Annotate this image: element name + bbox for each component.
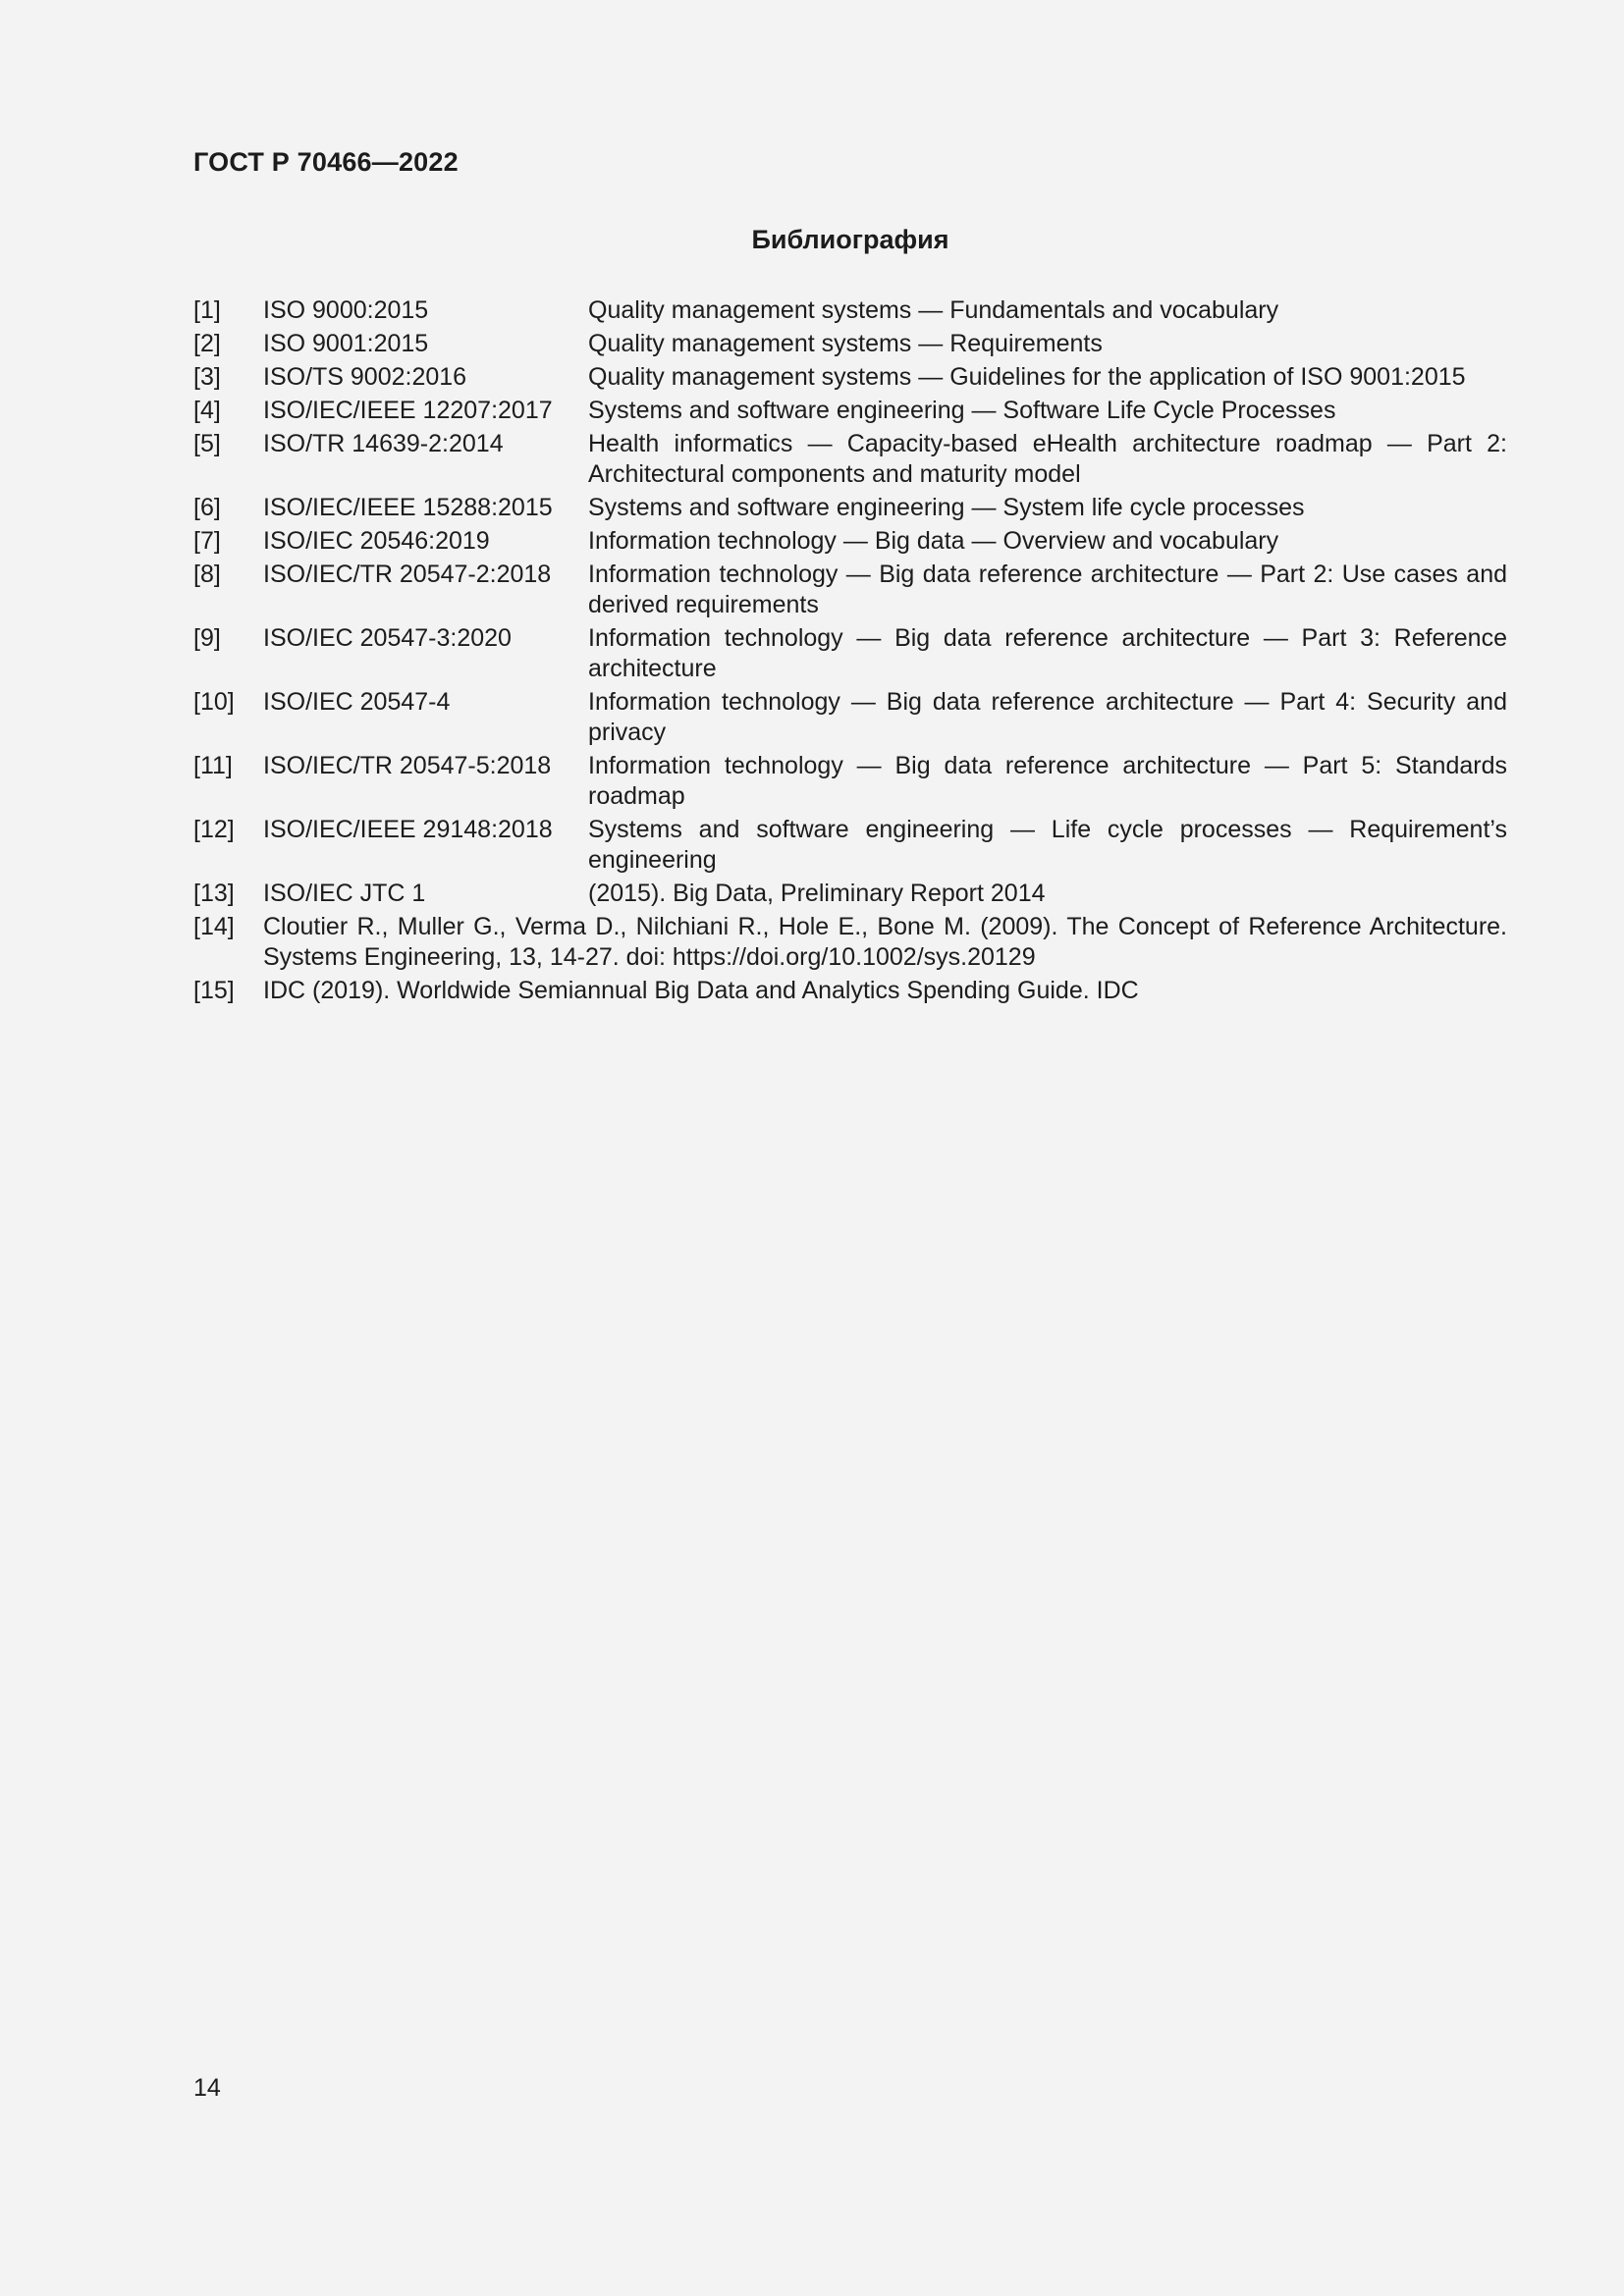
entry-number: [5]: [193, 430, 221, 457]
entry-number: [6]: [193, 494, 221, 521]
entry-number: [13]: [193, 880, 235, 907]
entry-standard-code: ISO/TS 9002:2016: [263, 363, 467, 391]
bibliography-entry: [193, 526, 1507, 557]
page-number: 14: [193, 2074, 221, 2102]
entry-standard-code: ISO/IEC/TR 20547-2:2018: [263, 561, 552, 588]
entry-title: Information technology — Big data reference architecture — Part 3: Reference architecture: [588, 624, 1507, 682]
entry-title: Information technology — Big data reference architecture — Part 4: Security and privacy: [588, 688, 1507, 746]
entry-number: [12]: [193, 816, 235, 843]
entry-number: [8]: [193, 561, 221, 588]
entry-title: Information technology — Big data — Overview and vocabulary: [588, 527, 1279, 555]
entry-title: Information technology — Big data reference architecture — Part 2: Use cases and derived requirements: [588, 561, 1507, 618]
entry-standard-code: ISO/IEC/IEEE 12207:2017: [263, 397, 553, 424]
entry-standard-code: ISO/IEC 20547-4: [263, 688, 451, 716]
entry-number: [2]: [193, 330, 221, 357]
entry-title: Quality management systems — Guidelines for the application of ISO 9001:2015: [588, 363, 1466, 391]
bibliography-entry: [193, 329, 1507, 359]
entry-citation: Cloutier R., Muller G., Verma D., Nilchiani R., Hole E., Bone M. (2009). The Concept of Reference Architecture. Systems Engineering, 13, 14-27. doi: https://doi.org/10.1002/sys.20129: [263, 913, 1507, 971]
bibliography-entry: [193, 879, 1507, 909]
entry-standard-code: ISO/IEC/TR 20547-5:2018: [263, 752, 552, 779]
entry-number: [9]: [193, 624, 221, 652]
entry-number: [7]: [193, 527, 221, 555]
entry-number: [15]: [193, 977, 235, 1004]
entry-number: [10]: [193, 688, 235, 716]
section-title: Библиография: [751, 225, 949, 254]
bibliography-entry: [193, 295, 1507, 326]
entry-standard-code: ISO/IEC 20547-3:2020: [263, 624, 512, 652]
entry-standard-code: ISO/IEC/IEEE 29148:2018: [263, 816, 553, 843]
entry-title: Quality management systems — Requirements: [588, 330, 1103, 357]
bibliography-entry: [193, 912, 1507, 973]
entry-standard-code: ISO 9000:2015: [263, 296, 429, 324]
entry-standard-code: ISO/IEC 20546:2019: [263, 527, 490, 555]
bibliography-list: [193, 295, 1507, 1009]
bibliography-entry: [193, 751, 1507, 812]
entry-title: (2015). Big Data, Preliminary Report 2014: [588, 880, 1046, 907]
entry-title: Quality management systems — Fundamentals and vocabulary: [588, 296, 1279, 324]
entry-standard-code: ISO 9001:2015: [263, 330, 429, 357]
entry-standard-code: ISO/IEC JTC 1: [263, 880, 426, 907]
entry-citation: IDC (2019). Worldwide Semiannual Big Data and Analytics Spending Guide. IDC: [263, 977, 1139, 1004]
entry-number: [14]: [193, 913, 235, 940]
bibliography-entry: [193, 362, 1507, 393]
entry-number: [11]: [193, 752, 233, 779]
bibliography-entry: [193, 396, 1507, 426]
bibliography-entry: [193, 976, 1507, 1006]
entry-title: Health informatics — Capacity-based eHealth architecture roadmap — Part 2: Architectural components and maturity model: [588, 430, 1507, 488]
entry-title: Systems and software engineering — Life cycle processes — Requirement’s engineering: [588, 816, 1507, 874]
bibliography-entry: [193, 815, 1507, 876]
entry-number: [4]: [193, 397, 221, 424]
bibliography-entry: [193, 560, 1507, 620]
entry-standard-code: ISO/TR 14639-2:2014: [263, 430, 504, 457]
bibliography-entry: [193, 429, 1507, 490]
entry-title: Information technology — Big data reference architecture — Part 5: Standards roadmap: [588, 752, 1507, 810]
entry-title: Systems and software engineering — Software Life Cycle Processes: [588, 397, 1336, 424]
entry-number: [1]: [193, 296, 221, 324]
bibliography-entry: [193, 623, 1507, 684]
entry-title: Systems and software engineering — System life cycle processes: [588, 494, 1305, 521]
bibliography-entry: [193, 493, 1507, 523]
entry-number: [3]: [193, 363, 221, 391]
entry-standard-code: ISO/IEC/IEEE 15288:2015: [263, 494, 553, 521]
document-id-header: ГОСТ Р 70466—2022: [193, 147, 459, 177]
bibliography-entry: [193, 687, 1507, 748]
